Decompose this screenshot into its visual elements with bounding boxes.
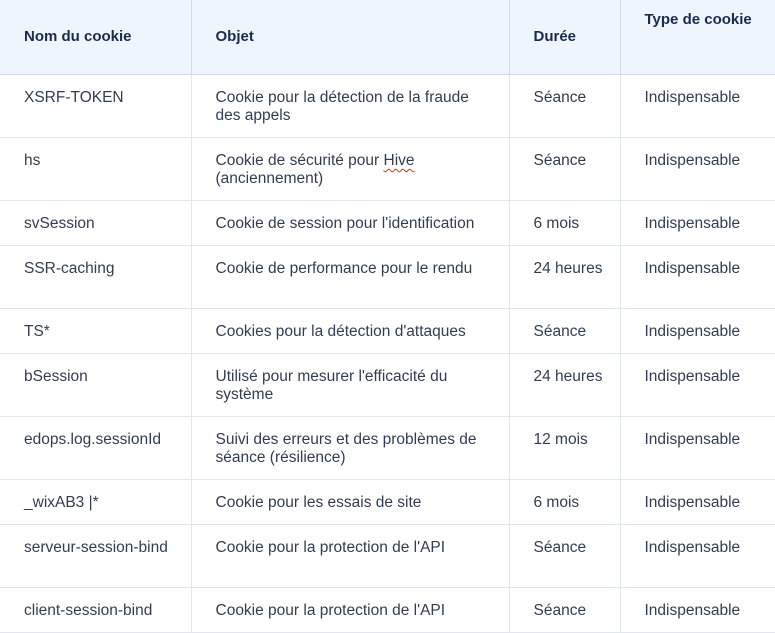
table-row (0, 246, 775, 309)
table-row (0, 354, 775, 417)
cookie-name-cell: svSession (0, 201, 191, 246)
purpose-text: Cookie de sécurité pour (215, 152, 384, 169)
cookie-type-cell: Indispensable (620, 354, 775, 417)
cookie-name-cell: hs (0, 138, 191, 201)
table-row (0, 75, 775, 138)
cookie-duration-cell: 12 mois (509, 417, 620, 480)
cookie-name-cell: serveur-session-bind (0, 525, 191, 588)
cookie-duration-cell: 24 heures (509, 246, 620, 309)
cookie-purpose-cell: Cookie pour la protection de l'API (191, 588, 509, 633)
header-cookie-type: Type de cookie (620, 0, 775, 75)
cookie-purpose-cell: Suivi des erreurs et des problèmes de séance (résilience) (191, 417, 509, 480)
table-row (0, 138, 775, 201)
header-cookie-name: Nom du cookie (0, 0, 191, 75)
cookie-purpose-cell: Cookie de session pour l'identification (191, 201, 509, 246)
cookie-name-cell: client-session-bind (0, 588, 191, 633)
cookie-duration-cell: 6 mois (509, 201, 620, 246)
cookie-purpose-cell: Cookies pour la détection d'attaques (191, 309, 509, 354)
cookie-purpose-cell: Cookie de performance pour le rendu (191, 246, 509, 309)
cookie-purpose-cell: Cookie pour les essais de site (191, 480, 509, 525)
cookie-type-cell: Indispensable (620, 588, 775, 633)
cookie-type-cell: Indispensable (620, 309, 775, 354)
cookie-duration-cell: Séance (509, 75, 620, 138)
cookie-type-cell: Indispensable (620, 201, 775, 246)
table-row (0, 588, 775, 633)
header-row (0, 0, 775, 75)
cookie-type-cell: Indispensable (620, 525, 775, 588)
cookie-duration-cell: Séance (509, 138, 620, 201)
cookie-type-cell: Indispensable (620, 75, 775, 138)
cookie-duration-cell: Séance (509, 309, 620, 354)
cookie-purpose-cell: Utilisé pour mesurer l'efficacité du système (191, 354, 509, 417)
cookie-name-cell: bSession (0, 354, 191, 417)
cookie-type-cell: Indispensable (620, 480, 775, 525)
cookie-name-cell: edops.log.sessionId (0, 417, 191, 480)
cookie-duration-cell: Séance (509, 588, 620, 633)
table-row (0, 309, 775, 354)
cookie-purpose-cell: Cookie pour la détection de la fraude des appels (191, 75, 509, 138)
table-header (0, 0, 775, 75)
cookie-purpose-cell: Cookie pour la protection de l'API (191, 525, 509, 588)
cookie-name-cell: XSRF-TOKEN (0, 75, 191, 138)
cookie-name-cell: _wixAB3 |* (0, 480, 191, 525)
cookie-duration-cell: Séance (509, 525, 620, 588)
cookie-name-cell: SSR-caching (0, 246, 191, 309)
header-duration: Durée (509, 0, 620, 75)
cookie-type-cell: Indispensable (620, 417, 775, 480)
cookie-type-cell: Indispensable (620, 138, 775, 201)
cookie-type-cell: Indispensable (620, 246, 775, 309)
spellcheck-flagged-word: Hive (383, 152, 415, 169)
cookie-name-cell: TS* (0, 309, 191, 354)
table-row (0, 201, 775, 246)
cookie-duration-cell: 24 heures (509, 354, 620, 417)
cookie-purpose-cell (191, 138, 509, 201)
table-row (0, 525, 775, 588)
purpose-text: (anciennement) (215, 170, 324, 187)
table-body (0, 75, 775, 633)
header-purpose: Objet (191, 0, 509, 75)
table-row (0, 417, 775, 480)
cookie-duration-cell: 6 mois (509, 480, 620, 525)
table-row (0, 480, 775, 525)
